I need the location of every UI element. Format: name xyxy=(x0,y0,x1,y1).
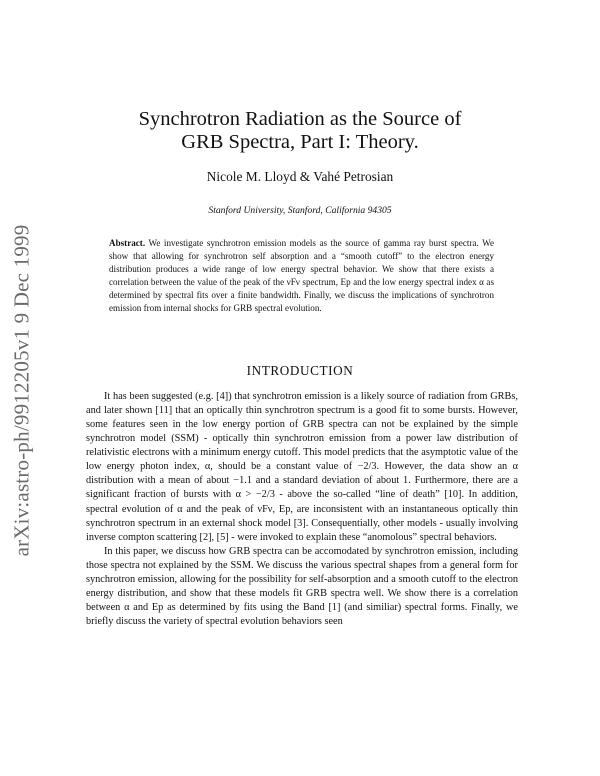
abstract-label: Abstract. xyxy=(109,238,146,248)
paragraph-2: In this paper, we discuss how GRB spectra can be accomodated by synchrotron emission, including those spectra not explained by the SSM. We discuss the various spectral shapes from a general form for synchrotron emission, allowing for the possibility for self-absorption and a smooth cutoff to the electron energy distribution, and show that these models fit GRB spectra well. We show there is a correlation between α and Ep as determined by fits using the Band [1] (and similiar) spectral forms. Finally, we briefly discuss the variety of spectral evolution behaviors seen xyxy=(86,545,518,627)
title-line-2: GRB Spectra, Part I: Theory. xyxy=(181,131,419,153)
authors: Nicole M. Lloyd & Vahé Petrosian xyxy=(206,169,394,184)
affiliation: Stanford University, Stanford, California 94305 xyxy=(208,205,392,216)
paragraph-1: It has been suggested (e.g. [4]) that synchrotron emission is a likely source of radiation from GRBs, and later shown [11] that an optically thin synchrotron spectrum is a good fit to some bursts. However, some features seen in the low energy portion of GRB spectra can not be explained by the simple synchrotron model (SSM) - optically thin synchrotron emission from a power law distribution of relativistic electrons with a minimum energy cutoff. This model predicts that the asymptotic value of the low energy photon index, α, should be a constant value of −2/3. However, the data show an α distribution with a mean of about −1.1 and a standard deviation of about 1. Furthermore, there are a significant fraction of bursts with α > −2/3 - above the so-called “line of death” [10]. In addition, spectral evolution of α and the peak of νFν, Ep, are inconsistent with an instantaneous optically thin synchrotron spectrum in an external shock model [3]. Consequentially, other models - usually involving inverse compton scattering [2], [5] - were invoked to explain these “anomolous” spectral behaviors. xyxy=(86,391,518,543)
title-line-1: Synchrotron Radiation as the Source of xyxy=(138,108,462,130)
section-heading-introduction: INTRODUCTION xyxy=(246,363,354,378)
arxiv-identifier: arXiv:astro-ph/9912205v1 9 Dec 1999 xyxy=(9,224,34,556)
abstract-text: We investigate synchrotron emission models as the source of gamma ray burst spectra. We show that allowing for synchrotron self absorption and a “smooth cutoff” to the electron energy distribution produces a wide range of low energy spectral behavior. We show that there exists a correlation between the value of the peak of the νFν spectrum, Ep and the low energy spectral index α as determined by spectral fits over a finite bandwidth. Finally, we discuss the implications of synchrotron emission from internal shocks for GRB spectral evolution. xyxy=(109,238,494,314)
body-text xyxy=(86,390,518,629)
paper-title xyxy=(0,108,600,154)
arxiv-identifier-margin xyxy=(5,200,39,580)
abstract xyxy=(109,237,494,316)
